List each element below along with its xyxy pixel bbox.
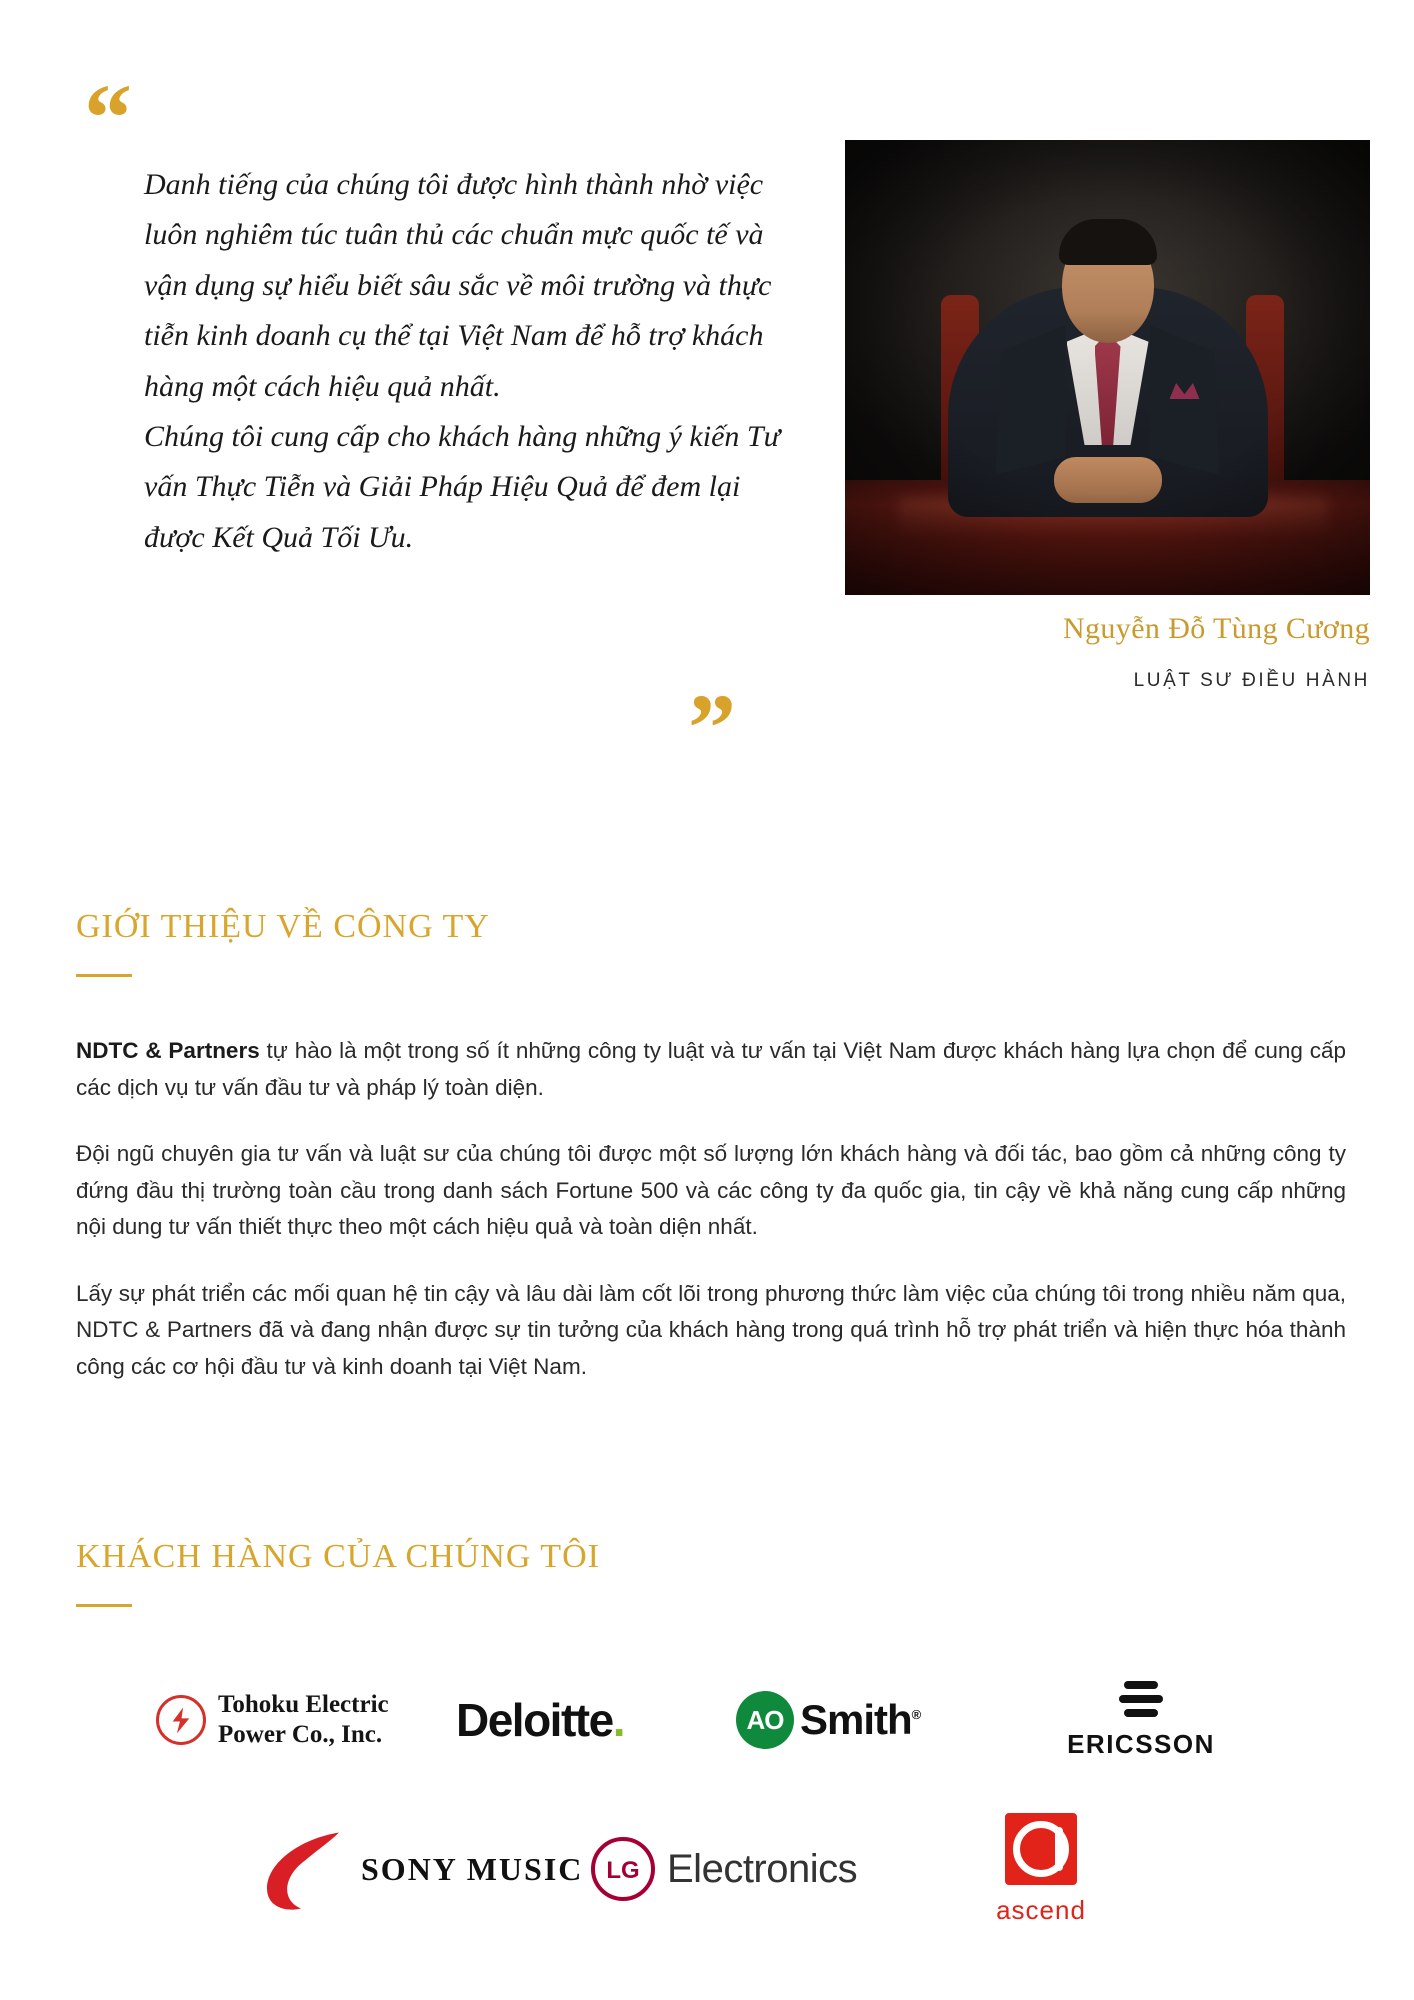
client-logo-row-2 xyxy=(76,1799,1346,1939)
about-heading: GIỚI THIỆU VỀ CÔNG TY xyxy=(76,908,490,946)
client-logo-sony-music xyxy=(261,1799,591,1939)
deloitte-dot-icon: . xyxy=(612,1694,624,1747)
client-logo-row-1 xyxy=(76,1655,1346,1785)
portrait-background xyxy=(845,140,1370,595)
client-logo-ascend xyxy=(921,1799,1161,1939)
about-paragraph-2: Đội ngũ chuyên gia tư vấn và luật sư của chúng tôi được một số lượng lớn khách hàng và đối tác, bao gồm cả những công ty đứng đầu thị trường toàn cầu trong danh sách Fortune 500 và các công ty đa quốc gia, tin cậy về khả năng cung cấp những nội dung tư vấn thiết thực theo một cách hiệu quả và toàn diện nhất. xyxy=(76,1141,1346,1240)
quote-close-icon: ” xyxy=(688,674,732,781)
ascend-circle-icon xyxy=(1005,1813,1077,1885)
client-logo-lg-electronics xyxy=(591,1799,921,1939)
client-logo-ao-smith xyxy=(736,1655,1016,1785)
quote-text xyxy=(144,160,804,563)
about-body xyxy=(76,1033,1346,1385)
clients-heading: KHÁCH HÀNG CỦA CHÚNG TÔI xyxy=(76,1538,600,1576)
quote-section xyxy=(0,40,1414,781)
clients-section xyxy=(76,1510,1346,1939)
ao-smith-registered-icon: ® xyxy=(911,1707,921,1723)
ascend-wordmark: ascend xyxy=(996,1894,1086,1925)
about-paragraph-3: Lấy sự phát triển các mối quan hệ tin cậy và lâu dài làm cốt lõi trong phương thức làm việc của chúng tôi trong nhiều năm qua, NDTC & Partners đã và đang nhận được sự tin tưởng của khách hàng trong quá trình hỗ trợ phát triển và hiện thực hóa thành công các cơ hội đầu tư và kinh doanh tại Việt Nam. xyxy=(76,1280,1346,1379)
sony-swoosh-icon xyxy=(261,1826,347,1912)
tohoku-lightning-icon xyxy=(156,1695,206,1745)
about-heading-rule xyxy=(76,974,132,977)
quote-paragraph-1: Danh tiếng của chúng tôi được hình thành nhờ việc luôn nghiêm túc tuân thủ các chuẩn mực quốc tế và vận dụng sự hiểu biết sâu sắc về môi trường và thực tiễn kinh doanh cụ thể tại Việt Nam để hỗ trợ khách hàng một cách hiệu quả nhất. xyxy=(144,168,772,403)
tohoku-line-1: Tohoku Electric xyxy=(218,1690,389,1718)
quote-paragraph-2: Chúng tôi cung cấp cho khách hàng những ý kiến Tư vấn Thực Tiễn và Giải Pháp Hiệu Quả để đem lại được Kết Quả Tối Ưu. xyxy=(144,419,780,554)
person-role: LUẬT SƯ ĐIỀU HÀNH xyxy=(1133,670,1370,691)
deloitte-wordmark: Deloitte xyxy=(456,1694,613,1747)
company-name-bold: NDTC & Partners xyxy=(76,1038,260,1064)
ao-smith-word-text: Smith xyxy=(800,1696,912,1744)
portrait-photo xyxy=(845,140,1370,595)
client-logo-ericsson xyxy=(1016,1655,1266,1785)
lg-electronics-wordmark: Electronics xyxy=(667,1846,858,1891)
ao-smith-circle-icon: AO xyxy=(736,1691,794,1749)
tohoku-wordmark xyxy=(218,1690,389,1751)
about-paragraph-1 xyxy=(76,1033,1346,1106)
photo-vignette xyxy=(845,140,1370,595)
about-paragraph-1-rest: tự hào là một trong số ít những công ty luật và tư vấn tại Việt Nam được khách hàng lựa chọn để cung cấp các dịch vụ tư vấn đầu tư và pháp lý toàn diện. xyxy=(76,1038,1346,1100)
client-logo-deloitte xyxy=(456,1655,736,1785)
ericsson-wordmark: ERICSSON xyxy=(1067,1728,1215,1759)
clients-heading-rule xyxy=(76,1604,132,1607)
about-company-section xyxy=(76,880,1346,1385)
sony-music-wordmark: SONY MUSIC xyxy=(361,1850,584,1887)
client-logo-tohoku xyxy=(156,1655,456,1785)
tohoku-line-2: Power Co., Inc. xyxy=(218,1721,383,1749)
ao-smith-wordmark xyxy=(800,1696,920,1744)
quote-open-icon: “ xyxy=(84,64,128,171)
ericsson-bars-icon xyxy=(1016,1681,1266,1717)
lg-face-icon xyxy=(591,1837,655,1901)
person-name: Nguyễn Đỗ Tùng Cương xyxy=(1062,612,1370,645)
